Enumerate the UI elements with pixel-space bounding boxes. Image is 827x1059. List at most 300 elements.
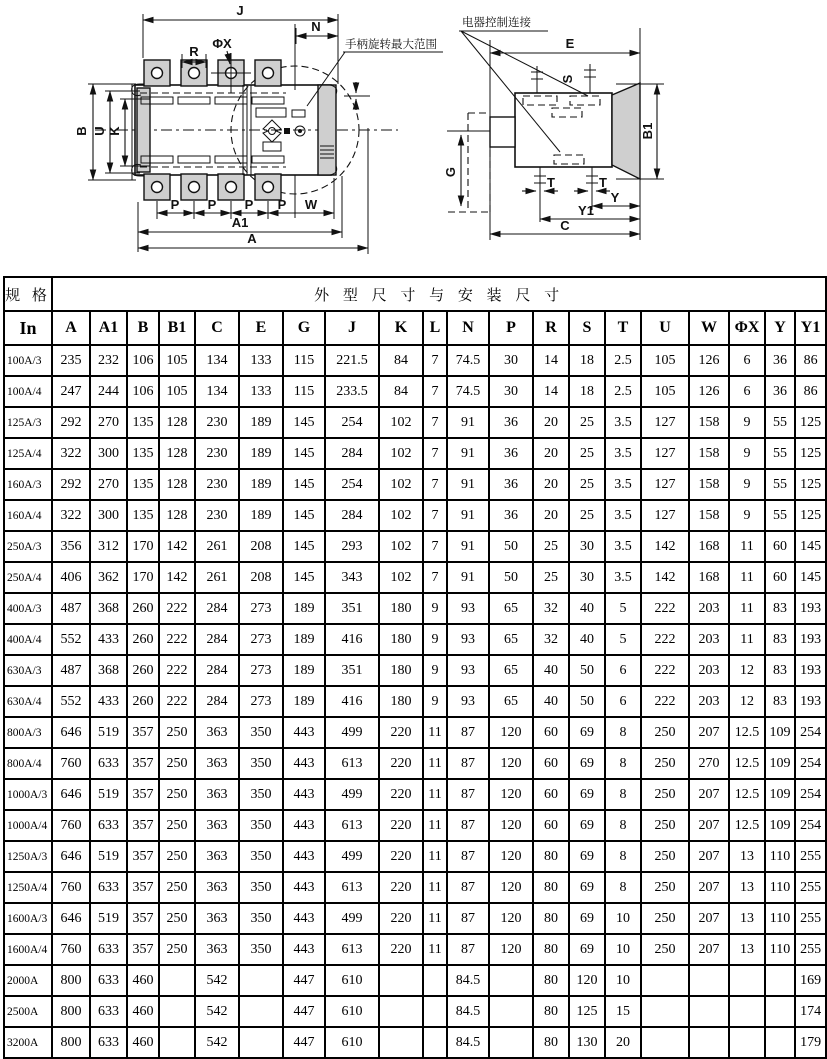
- dim-value: 250: [641, 810, 689, 841]
- row-spec: 630A/3: [4, 655, 52, 686]
- dim-value: 255: [795, 841, 826, 872]
- dim-value: 102: [379, 562, 423, 593]
- dim-value: 80: [533, 965, 569, 996]
- col-header-B1: B1: [159, 311, 195, 345]
- dim-value: 230: [195, 469, 239, 500]
- dim-value: 357: [127, 841, 159, 872]
- dim-value: 284: [325, 500, 379, 531]
- dim-value: 189: [283, 593, 325, 624]
- dim-value: 126: [689, 376, 729, 407]
- table-row: [4, 407, 826, 438]
- dim-value: 250: [641, 779, 689, 810]
- dim-value: 350: [239, 841, 283, 872]
- dim-label-PhiX: ΦX: [212, 36, 232, 51]
- col-header-A: A: [52, 311, 90, 345]
- dim-value: 261: [195, 531, 239, 562]
- dim-label-P: P: [170, 197, 180, 212]
- dim-value: 87: [447, 934, 489, 965]
- dim-value: 343: [325, 562, 379, 593]
- dim-value: 254: [325, 469, 379, 500]
- dim-value: 11: [423, 810, 447, 841]
- dim-value: 60: [533, 779, 569, 810]
- dim-value: 293: [325, 531, 379, 562]
- row-spec: 250A/4: [4, 562, 52, 593]
- dim-value: 168: [689, 531, 729, 562]
- dim-value: 292: [52, 407, 90, 438]
- dim-value: 145: [283, 500, 325, 531]
- dim-value: [689, 965, 729, 996]
- dim-value: 244: [90, 376, 127, 407]
- dim-value: 11: [423, 872, 447, 903]
- dim-value: [765, 996, 795, 1027]
- dim-value: 180: [379, 686, 423, 717]
- dim-label-N: N: [311, 19, 321, 34]
- shaft-protrusion: [490, 117, 515, 147]
- dim-value: 760: [52, 810, 90, 841]
- spec-header: 规 格: [4, 277, 52, 311]
- dim-value: 3.5: [605, 407, 641, 438]
- dim-value: 610: [325, 1027, 379, 1058]
- dim-value: 55: [765, 469, 795, 500]
- dim-value: 9: [423, 686, 447, 717]
- dim-value: 447: [283, 1027, 325, 1058]
- dim-value: 362: [90, 562, 127, 593]
- dim-value: 9: [729, 438, 765, 469]
- dim-value: 250: [641, 872, 689, 903]
- dim-label-S: S: [560, 74, 575, 84]
- dim-value: 36: [765, 376, 795, 407]
- dim-value: [379, 965, 423, 996]
- dim-value: 10: [605, 965, 641, 996]
- dim-value: 91: [447, 438, 489, 469]
- dim-value: 9: [729, 407, 765, 438]
- dim-value: 93: [447, 655, 489, 686]
- dim-value: 230: [195, 407, 239, 438]
- dim-value: 312: [90, 531, 127, 562]
- dim-value: 350: [239, 810, 283, 841]
- dim-value: 273: [239, 593, 283, 624]
- table-row: [4, 345, 826, 376]
- dim-value: 368: [90, 593, 127, 624]
- row-spec: 1250A/3: [4, 841, 52, 872]
- dim-label-G: G: [443, 166, 458, 178]
- dim-value: 145: [283, 438, 325, 469]
- dim-value: 109: [765, 748, 795, 779]
- dim-value: 222: [641, 624, 689, 655]
- dim-value: 13: [729, 903, 765, 934]
- table-title-row: [4, 277, 826, 311]
- dim-value: 180: [379, 593, 423, 624]
- dim-value: 800: [52, 996, 90, 1027]
- dim-value: 646: [52, 717, 90, 748]
- table-row: [4, 779, 826, 810]
- dim-value: 363: [195, 841, 239, 872]
- dim-value: 284: [195, 655, 239, 686]
- col-header-K: K: [379, 311, 423, 345]
- dim-value: 300: [90, 500, 127, 531]
- dim-value: 351: [325, 593, 379, 624]
- dim-value: 222: [641, 655, 689, 686]
- row-spec: 100A/4: [4, 376, 52, 407]
- dim-value: 221.5: [325, 345, 379, 376]
- dim-value: 222: [641, 593, 689, 624]
- dim-value: 40: [569, 624, 605, 655]
- handle-icon: [263, 120, 305, 151]
- row-spec: 400A/3: [4, 593, 52, 624]
- dim-value: 11: [423, 841, 447, 872]
- dim-value: 7: [423, 531, 447, 562]
- col-header-G: G: [283, 311, 325, 345]
- row-spec: 1600A/4: [4, 934, 52, 965]
- dim-value: [489, 965, 533, 996]
- row-spec: 125A/4: [4, 438, 52, 469]
- dim-value: 270: [90, 469, 127, 500]
- dim-value: 60: [765, 531, 795, 562]
- dim-value: 91: [447, 469, 489, 500]
- dim-value: 25: [533, 562, 569, 593]
- dim-value: 69: [569, 872, 605, 903]
- dim-value: 32: [533, 593, 569, 624]
- table-row: [4, 717, 826, 748]
- dim-value: 69: [569, 748, 605, 779]
- dim-value: 135: [127, 438, 159, 469]
- dim-value: 193: [795, 655, 826, 686]
- row-spec: 1000A/3: [4, 779, 52, 810]
- dim-value: 11: [423, 903, 447, 934]
- dim-value: 189: [239, 438, 283, 469]
- dim-value: 208: [239, 531, 283, 562]
- dim-value: 222: [159, 686, 195, 717]
- dim-value: 135: [127, 500, 159, 531]
- dim-value: 5: [605, 593, 641, 624]
- dim-value: 9: [423, 624, 447, 655]
- dim-value: 80: [533, 996, 569, 1027]
- col-header-In: In: [4, 311, 52, 345]
- dim-value: [489, 996, 533, 1027]
- dim-value: 50: [569, 655, 605, 686]
- dim-value: 83: [765, 624, 795, 655]
- dim-value: 87: [447, 903, 489, 934]
- table-title: 外 型 尺 寸 与 安 装 尺 寸: [52, 277, 826, 311]
- dim-value: 11: [729, 562, 765, 593]
- dim-value: 7: [423, 376, 447, 407]
- dim-value: 3.5: [605, 531, 641, 562]
- dim-value: 83: [765, 686, 795, 717]
- table-row: [4, 810, 826, 841]
- dim-value: 646: [52, 779, 90, 810]
- table-row: [4, 748, 826, 779]
- dim-value: 145: [283, 562, 325, 593]
- dim-value: 6: [605, 686, 641, 717]
- dim-value: 250: [159, 903, 195, 934]
- dim-value: 6: [729, 376, 765, 407]
- dim-value: 3.5: [605, 562, 641, 593]
- dim-value: 115: [283, 345, 325, 376]
- control-connection-note: 电器控制连接: [462, 17, 531, 29]
- dim-value: 86: [795, 345, 826, 376]
- dim-value: 613: [325, 748, 379, 779]
- dim-value: 270: [689, 748, 729, 779]
- dim-value: 84.5: [447, 1027, 489, 1058]
- row-spec: 100A/3: [4, 345, 52, 376]
- dim-value: 350: [239, 903, 283, 934]
- dim-value: 7: [423, 469, 447, 500]
- dim-value: 250: [159, 717, 195, 748]
- dim-value: 36: [489, 407, 533, 438]
- dim-value: 80: [533, 841, 569, 872]
- dim-value: 610: [325, 965, 379, 996]
- dim-value: 800: [52, 965, 90, 996]
- dim-value: 646: [52, 841, 90, 872]
- col-header-Y1: Y1: [795, 311, 826, 345]
- dim-label-U: U: [92, 126, 107, 136]
- dim-value: 145: [795, 531, 826, 562]
- dim-value: 145: [283, 407, 325, 438]
- dim-value: 416: [325, 624, 379, 655]
- column-header-row: [4, 311, 826, 345]
- dim-value: 18: [569, 345, 605, 376]
- dim-value: [689, 1027, 729, 1058]
- dim-value: 351: [325, 655, 379, 686]
- dim-value: 189: [283, 686, 325, 717]
- dim-value: 613: [325, 872, 379, 903]
- arc-chute: [612, 83, 640, 179]
- dim-value: 120: [489, 810, 533, 841]
- dim-value: 158: [689, 407, 729, 438]
- dim-value: 189: [239, 469, 283, 500]
- dim-value: 519: [90, 903, 127, 934]
- dim-value: 11: [423, 934, 447, 965]
- dim-value: 20: [533, 469, 569, 500]
- dim-value: 363: [195, 779, 239, 810]
- dim-value: 193: [795, 686, 826, 717]
- dim-value: 130: [569, 1027, 605, 1058]
- dim-value: 74.5: [447, 345, 489, 376]
- dim-value: 158: [689, 469, 729, 500]
- dim-value: 552: [52, 624, 90, 655]
- dim-value: 254: [325, 407, 379, 438]
- dim-value: 222: [641, 686, 689, 717]
- dim-value: 443: [283, 810, 325, 841]
- dim-value: 69: [569, 717, 605, 748]
- dim-value: 20: [605, 1027, 641, 1058]
- dim-value: 250: [159, 841, 195, 872]
- table-row: [4, 965, 826, 996]
- dim-value: 11: [423, 748, 447, 779]
- dim-value: 443: [283, 717, 325, 748]
- dim-value: 207: [689, 934, 729, 965]
- dim-value: 25: [569, 407, 605, 438]
- dim-value: 220: [379, 717, 423, 748]
- dim-value: 84.5: [447, 965, 489, 996]
- dim-value: 105: [641, 345, 689, 376]
- dim-value: 220: [379, 810, 423, 841]
- dim-value: 40: [533, 686, 569, 717]
- row-spec: 800A/3: [4, 717, 52, 748]
- dim-value: 11: [729, 531, 765, 562]
- dim-value: 8: [605, 748, 641, 779]
- dim-value: 760: [52, 748, 90, 779]
- dim-value: 133: [239, 345, 283, 376]
- dim-value: 126: [689, 345, 729, 376]
- dim-value: 7: [423, 345, 447, 376]
- dim-value: 84: [379, 345, 423, 376]
- dim-value: [423, 1027, 447, 1058]
- dim-value: 363: [195, 934, 239, 965]
- dim-value: 102: [379, 438, 423, 469]
- dim-value: 260: [127, 593, 159, 624]
- dim-value: 8: [605, 779, 641, 810]
- dim-value: 363: [195, 717, 239, 748]
- switch-body-side: [515, 93, 612, 167]
- dim-value: 36: [765, 345, 795, 376]
- dim-value: 36: [489, 469, 533, 500]
- dim-value: 254: [795, 810, 826, 841]
- dim-label-Y: Y: [610, 190, 620, 205]
- dim-value: 255: [795, 872, 826, 903]
- dim-value: 460: [127, 1027, 159, 1058]
- dim-value: 260: [127, 655, 159, 686]
- dim-value: 170: [127, 531, 159, 562]
- dim-value: 135: [127, 407, 159, 438]
- dim-value: 83: [765, 593, 795, 624]
- dim-value: 105: [641, 376, 689, 407]
- row-spec: 800A/4: [4, 748, 52, 779]
- dim-value: 250: [159, 810, 195, 841]
- table-row: [4, 686, 826, 717]
- dim-value: 207: [689, 841, 729, 872]
- dim-value: 254: [795, 717, 826, 748]
- col-header-R: R: [533, 311, 569, 345]
- dim-value: 69: [569, 810, 605, 841]
- dim-value: 230: [195, 438, 239, 469]
- dim-value: 220: [379, 934, 423, 965]
- dim-value: 260: [127, 686, 159, 717]
- dim-value: [641, 996, 689, 1027]
- dim-value: 260: [127, 624, 159, 655]
- dim-value: 443: [283, 934, 325, 965]
- dim-value: 633: [90, 934, 127, 965]
- dim-value: 84.5: [447, 996, 489, 1027]
- dim-value: 203: [689, 593, 729, 624]
- table-row: [4, 841, 826, 872]
- dim-value: 91: [447, 500, 489, 531]
- dim-value: 233.5: [325, 376, 379, 407]
- dim-value: 357: [127, 903, 159, 934]
- col-header-T: T: [605, 311, 641, 345]
- dim-value: 14: [533, 376, 569, 407]
- dim-value: 20: [533, 438, 569, 469]
- row-spec: 630A/4: [4, 686, 52, 717]
- dim-value: [689, 996, 729, 1027]
- dim-value: 180: [379, 655, 423, 686]
- dim-value: 499: [325, 841, 379, 872]
- dim-value: 3.5: [605, 500, 641, 531]
- dim-value: 7: [423, 438, 447, 469]
- dim-value: 142: [159, 531, 195, 562]
- dim-value: 613: [325, 934, 379, 965]
- row-spec: 1600A/3: [4, 903, 52, 934]
- dim-value: 6: [729, 345, 765, 376]
- dim-value: 142: [159, 562, 195, 593]
- dim-value: 284: [195, 593, 239, 624]
- dim-value: 193: [795, 593, 826, 624]
- table-row: [4, 903, 826, 934]
- dim-value: 65: [489, 593, 533, 624]
- dim-value: 207: [689, 872, 729, 903]
- dim-label-T: T: [547, 175, 555, 190]
- dim-value: [729, 965, 765, 996]
- dim-value: 254: [795, 779, 826, 810]
- col-header-J: J: [325, 311, 379, 345]
- table-row: [4, 593, 826, 624]
- dim-value: 30: [569, 562, 605, 593]
- dim-value: 110: [765, 872, 795, 903]
- dim-value: 102: [379, 407, 423, 438]
- dim-value: [489, 1027, 533, 1058]
- dim-value: 91: [447, 531, 489, 562]
- dim-value: 220: [379, 872, 423, 903]
- dim-label-B1: B1: [640, 122, 655, 140]
- dim-value: 109: [765, 779, 795, 810]
- dim-value: 120: [489, 903, 533, 934]
- dim-value: 125: [795, 500, 826, 531]
- table-row: [4, 655, 826, 686]
- dim-value: 80: [533, 903, 569, 934]
- dim-value: 519: [90, 717, 127, 748]
- dim-value: [423, 996, 447, 1027]
- row-spec: 3200A: [4, 1027, 52, 1058]
- dim-value: 250: [159, 934, 195, 965]
- dim-value: [159, 965, 195, 996]
- dim-value: 25: [569, 469, 605, 500]
- table-row: [4, 872, 826, 903]
- dim-value: 32: [533, 624, 569, 655]
- dimension-table: [3, 276, 827, 1059]
- dim-value: 273: [239, 624, 283, 655]
- dim-value: 261: [195, 562, 239, 593]
- dim-label-T: T: [599, 175, 607, 190]
- dim-value: 50: [569, 686, 605, 717]
- dim-value: 179: [795, 1027, 826, 1058]
- dim-value: 222: [159, 624, 195, 655]
- dim-value: 357: [127, 810, 159, 841]
- dim-value: 15: [605, 996, 641, 1027]
- dim-value: 25: [569, 438, 605, 469]
- row-spec: 400A/4: [4, 624, 52, 655]
- dim-value: 80: [533, 1027, 569, 1058]
- table-row: [4, 469, 826, 500]
- dim-value: 542: [195, 996, 239, 1027]
- dim-value: 189: [239, 500, 283, 531]
- dim-value: 110: [765, 841, 795, 872]
- dim-value: 102: [379, 531, 423, 562]
- dim-value: 86: [795, 376, 826, 407]
- row-spec: 1250A/4: [4, 872, 52, 903]
- dim-value: 158: [689, 500, 729, 531]
- dim-value: 106: [127, 345, 159, 376]
- dim-value: 499: [325, 717, 379, 748]
- dim-value: 120: [489, 872, 533, 903]
- dim-value: 180: [379, 624, 423, 655]
- dim-value: 30: [489, 376, 533, 407]
- dim-value: 222: [159, 655, 195, 686]
- dim-value: 433: [90, 624, 127, 655]
- dim-value: 760: [52, 872, 90, 903]
- dim-value: 134: [195, 376, 239, 407]
- dim-value: 93: [447, 686, 489, 717]
- dim-value: 109: [765, 717, 795, 748]
